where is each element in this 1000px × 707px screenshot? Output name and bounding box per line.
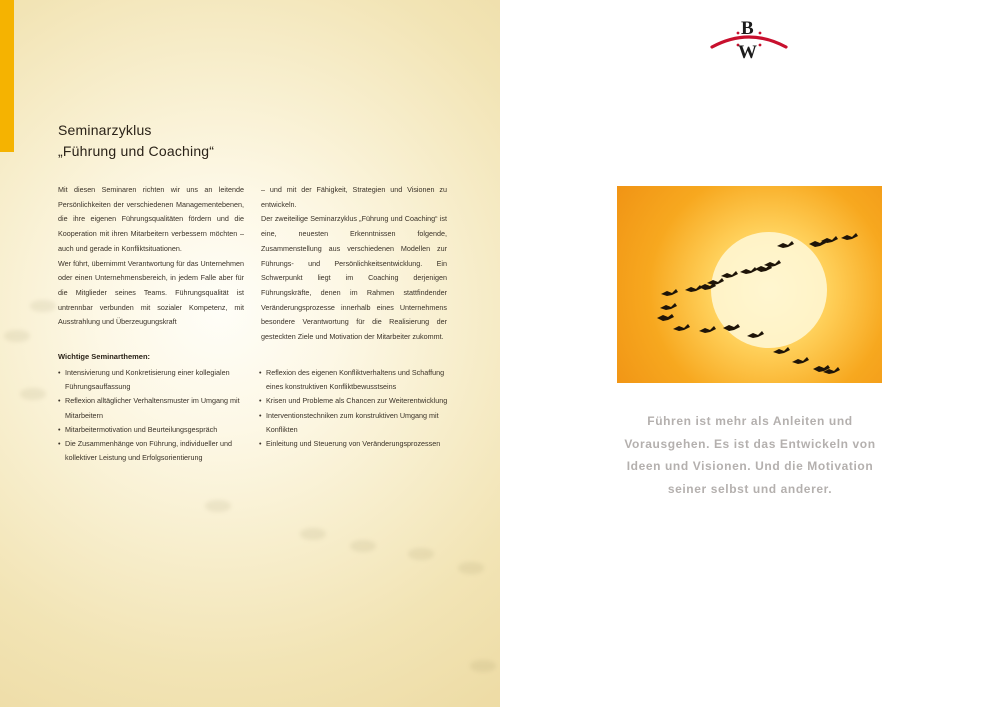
- background-bird-shadow: [30, 300, 56, 312]
- body-column-left: [58, 183, 244, 330]
- body-paragraph: Der zweiteilige Seminarzyklus „Führung und Coaching“ ist eine, neuesten Erkenntnissen folgende, Zusammenstellung aus verschiedenen Modellen zur Führungs- und Persönlichkeitsentwicklung. Ein Schwerpunkt liegt im Coaching derjenigen Führungskräfte, denen im Rahmen stattfindender Veränderungsprozesse innerhalb eines Unternehmens besondere Verantwortung für die Realisierung der gesteckten Ziele und Motivation der Mitarbeiter zukommt.: [261, 214, 447, 342]
- topics-list-right: [259, 366, 459, 451]
- sunset-cranes-photo: [617, 186, 882, 383]
- topic-item: • Mitarbeitermotivation und Beurteilungsgespräch: [58, 423, 258, 437]
- quote-line: seiner selbst und anderer.: [667, 481, 833, 496]
- topic-item: • Krisen und Probleme als Chancen zur Weiterentwicklung: [259, 394, 459, 408]
- flying-cranes-icon: [617, 186, 882, 383]
- quote: [612, 410, 888, 500]
- topic-item: • Interventionstechniken zum konstruktiven Umgang mit Konflikten: [259, 409, 459, 437]
- quote-line: Ideen und Visionen. Und die Motivation: [626, 459, 874, 473]
- accent-bar: [0, 0, 14, 152]
- background-bird-shadow: [408, 548, 434, 560]
- background-bird-shadow: [350, 540, 376, 552]
- logo-letter-b: B: [741, 18, 754, 39]
- background-bird-shadow: [4, 330, 30, 342]
- logo-letter-w: W: [738, 42, 757, 63]
- background-bird-shadow: [470, 660, 496, 672]
- topics-heading: Wichtige Seminarthemen:: [58, 352, 151, 361]
- topics-list-left: [58, 366, 258, 465]
- background-bird-shadow: [300, 528, 326, 540]
- page-title: [58, 120, 214, 162]
- quote-line: Führen ist mehr als Anleiten und: [647, 414, 853, 428]
- right-page: [500, 0, 1000, 707]
- background-bird-shadow: [458, 562, 484, 574]
- body-paragraph: – und mit der Fähigkeit, Strategien und Visionen zu entwickeln.: [261, 185, 447, 209]
- background-bird-shadow: [20, 388, 46, 400]
- body-column-right: [261, 183, 447, 345]
- topic-item: • Die Zusammenhänge von Führung, individueller und kollektiver Leistung und Erfolgsorientierung: [58, 437, 258, 465]
- body-paragraph: Wer führt, übernimmt Verantwortung für das Unternehmen oder einen Unternehmensbereich, in jedem Falle aber für die Mitglieder seines Teams. Führungsqualität ist untrennbar verbunden mit sozialer Kompetenz, mit Ausstrahlung und Überzeugungskraft: [58, 258, 244, 327]
- topic-item: • Intensivierung und Konkretisierung einer kollegialen Führungsauffassung: [58, 366, 258, 394]
- bw-logo: [708, 14, 790, 64]
- body-paragraph: Mit diesen Seminaren richten wir uns an leitende Persönlichkeiten der verschiedenen Managementebenen, die ihre eigenen Führungsqualitäten fördern und die Kooperation mit ihren Mitarbeitern verbessern möchten – auch und gerade in Konfliktsituationen.: [58, 185, 244, 253]
- quote-line: Vorausgehen. Es ist das Entwickeln von: [624, 436, 876, 451]
- topic-item: • Einleitung und Steuerung von Veränderungsprozessen: [259, 437, 459, 451]
- title-line-2: „Führung und Coaching“: [58, 143, 215, 159]
- title-line-1: Seminarzyklus: [58, 122, 152, 138]
- topic-item: • Reflexion des eigenen Konfliktverhaltens und Schaffung eines konstruktiven Konfliktbewusstseins: [259, 366, 459, 394]
- topic-item: • Reflexion alltäglicher Verhaltensmuster im Umgang mit Mitarbeitern: [58, 394, 258, 422]
- background-bird-shadow: [205, 500, 231, 512]
